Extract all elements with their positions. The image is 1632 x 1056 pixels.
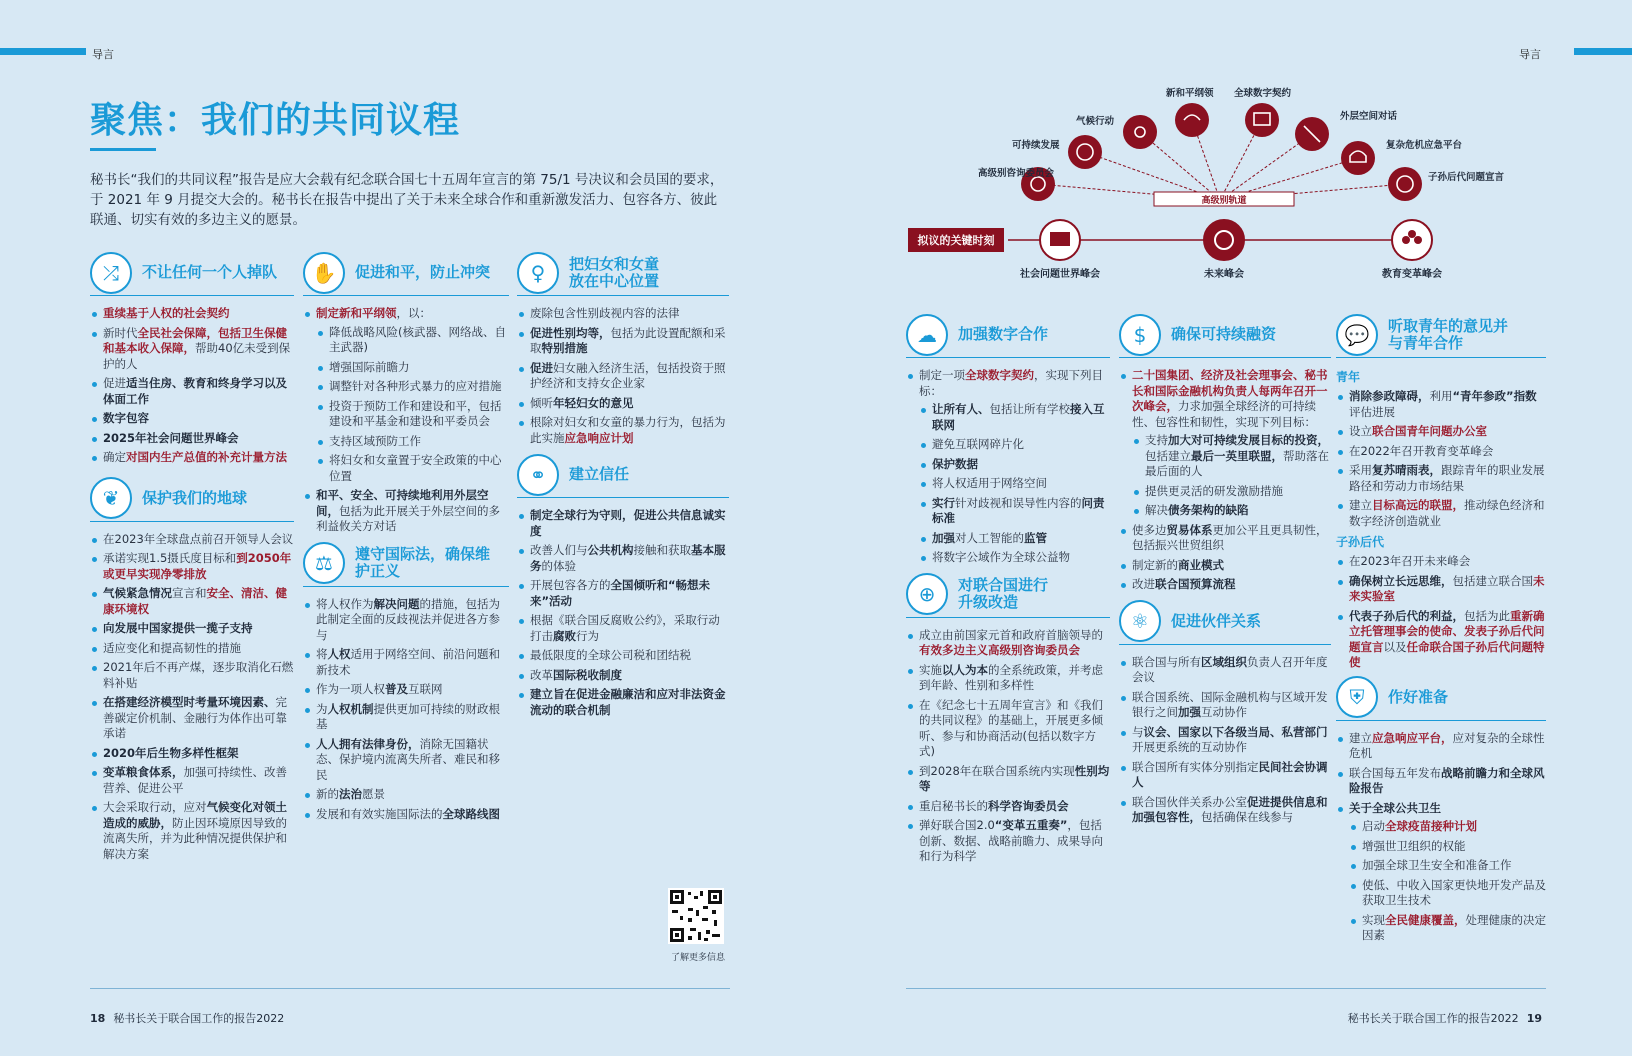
svg-text:未来峰会: 未来峰会	[1204, 269, 1244, 280]
footer-rule-left	[90, 988, 730, 989]
arc-label: 高级别咨询委员会	[978, 168, 1055, 179]
trust-icon: ⚭	[517, 454, 559, 496]
handshake-icon: ✋	[303, 252, 345, 294]
section-title: 听取青年的意见并与青年合作	[1388, 316, 1509, 352]
section-title: 促进和平，防止冲突	[355, 263, 491, 281]
page-number: 18	[90, 1012, 106, 1025]
section-title: 加强数字合作	[958, 325, 1049, 343]
arc-label: 外层空间对话	[1340, 111, 1398, 122]
section-header-law	[303, 541, 509, 587]
section-title: 保护我们的地球	[142, 488, 248, 507]
page-number: 19	[1526, 1012, 1542, 1025]
bullet-list: 建立应急响应平台，应对复杂的全球性危机 联合国每五年发布战略前瞻力和全球风险报告 关于全球公共卫生 启动全球疫苗接种计划 增强世卫组织的权能 加强全球卫生安全和准备工作 使低、中收入国家更快地开发产品及获取卫生技术 实现全民健康覆盖，处理健康的决定因素	[1336, 731, 1546, 944]
section-title: 遵守国际法，确保维护正义	[355, 545, 491, 580]
intro-paragraph: 秘书长“我们的共同议程”报告是应大会载有纪念联合国七十五周年宣言的第 75/1 号决议和会员国的要求，于 2021 年 9 月提交大会的。秘书长在报告中提出了关于未来全球合作和重新激发活力、包容各方、彼此联通、切实有效的多边主义的愿景。	[90, 172, 724, 228]
banknote-icon: $	[1119, 314, 1161, 356]
section-label-left: 导言	[92, 48, 114, 61]
column-2	[303, 250, 509, 826]
footer-left	[90, 1010, 284, 1026]
arc-label: 新和平纲领	[1166, 88, 1214, 99]
section-header-finance	[1119, 312, 1331, 358]
speech-bubble-icon: 💬	[1336, 314, 1378, 356]
footer-right	[1348, 1010, 1542, 1026]
bullet-list: 制定新和平纲领，以： 降低战略风险(核武器、网络战、自主武器) 增强国际前瞻力 调整针对各种形式暴力的应对措施 投资于预防工作和建设和平，包括建设和平基金和建设和平委员会 支持区域预防工作 将妇女和女童置于安全政策的中心位置 和平、安全、可持续地利用外层空间，包括为此开展关于外层空间的多利益攸关方对话	[303, 306, 509, 535]
section-header-preparedness	[1336, 675, 1546, 721]
title-underline	[90, 148, 156, 151]
section-title: 建立信任	[569, 465, 630, 483]
section-bar-right	[1574, 48, 1632, 55]
section-title: 促进伙伴关系	[1171, 611, 1262, 630]
arc-label: 全球数字契约	[1234, 88, 1292, 99]
key-moments-diagram	[900, 80, 1540, 290]
key-moments-label: 拟议的关键时刻	[917, 234, 995, 247]
qr-code[interactable]	[668, 888, 724, 944]
section-title: 对联合国进行升级改造	[958, 576, 1049, 611]
bullet-list: 制定一项全球数字契约，实现下列目标： 让所有人、包括让所有学校接入互联网 避免互联网碎片化 保护数据 将人权适用于网络空间 实行针对歧视和误导性内容的问责标准 加强对人工智能的监管 将数字公域作为全球公益物	[906, 368, 1110, 566]
summit-education	[1381, 220, 1442, 280]
scales-icon: ⚖	[303, 542, 345, 584]
column-5	[1119, 312, 1331, 830]
column-1	[90, 250, 294, 866]
woman-icon: ♀	[517, 252, 559, 294]
group-label-future: 子孙后代	[1336, 535, 1385, 549]
section-header-women	[517, 250, 729, 296]
network-icon: ⚛	[1119, 600, 1161, 642]
section-title: 把妇女和女童放在中心位置	[569, 254, 660, 290]
bullet-list: 制定全球行为守则，促进公共信息诚实度 改善人们与公共机构接触和获取基本服务的体验 开展包容各方的全国倾听和“畅想未来”活动 根据《联合国反腐败公约》，采取行动打击腐败行为 最低限度的全球公司税和团结税 改革国际税收制度 建立旨在促进金融廉洁和应对非法资金流动的联合机制	[517, 508, 729, 718]
section-header-leave-no-one	[90, 250, 294, 296]
bullet-list: 废除包含性别歧视内容的法律 促进性别均等，包括为此设置配额和采取特别措施 促进妇女融入经济生活，包括投资于照护经济和支持女企业家 倾听年轻妇女的意见 根除对妇女和女童的暴力行为，包括为此实施应急响应计划	[517, 306, 729, 446]
arc-label: 复杂危机应急平台	[1386, 140, 1463, 151]
section-title: 确保可持续融资	[1171, 325, 1277, 343]
section-title: 作好准备	[1388, 687, 1449, 706]
section-title: 不让任何一个人掉队	[142, 263, 278, 281]
leaf-icon: ❦	[90, 477, 132, 519]
bullet-list: 消除参政障碍，利用“青年参政”指数评估进展 设立联合国青年问题办公室 在2022年召开教育变革峰会 采用复苏晴雨表，跟踪青年的职业发展路径和劳动力市场结果 建立目标高远的联盟，推动绿色经济和数字经济创造就业	[1336, 389, 1546, 529]
column-4	[906, 312, 1110, 869]
summit-social	[1019, 220, 1100, 280]
track-label: 高级别轨道	[1201, 196, 1247, 206]
bullet-list: 联合国与所有区域组织负责人召开年度会议 联合国系统、国际金融机构与区域开发银行之间加强互动协作 与议会、国家以下各级当局、私营部门开展更系统的互动协作 联合国所有实体分别指定民间社会协调人 联合国伙伴关系办公室促进提供信息和加强包容性，包括确保在线参与	[1119, 655, 1331, 826]
qr-caption: 了解更多信息	[670, 953, 725, 963]
section-bar-left	[0, 48, 86, 55]
bullet-list: 成立由前国家元首和政府首脑领导的有效多边主义高级别咨询委员会 实施以人为本的全系统政策，并考虑到年龄、性别和多样性 在《纪念七十五周年宣言》和《我们的共同议程》的基础上，开展更多倾听、参与和协商活动(包括以数字方式) 到2028年在联合国系统内实现性别均等 重启秘书长的科学咨询委员会 弹好联合国2.0“变革五重奏”，包括创新、数据、战略前瞻力、成果导向和行为科学	[906, 628, 1110, 865]
column-6	[1336, 312, 1546, 948]
section-header-planet	[90, 476, 294, 522]
section-header-partnership	[1119, 599, 1331, 645]
bullet-list: 在2023年全球盘点前召开领导人会议 承诺实现1.5摄氏度目标和到2050年或更早实现净零排放 气候紧急情况宣言和安全、清洁、健康环境权 向发展中国家提供一揽子支持 适应变化和提高韧性的措施 2021年后不再产煤，逐步取消化石燃料补贴 在搭建经济模型时考量环境因素、完善碳定价机制、金融行为体作出可靠承诺 2020年后生物多样性框架 变革粮食体系，加强可持续性、改善营养、促进公平 大会采取行动，应对气候变化对领土造成的威胁，防止因环境原因导致的流离失所，并为此种情况提供保护和解决方案	[90, 532, 294, 863]
arc-label: 气候行动	[1076, 116, 1115, 127]
cloud-network-icon: ☁	[906, 314, 948, 356]
un-emblem-icon: ⊕	[906, 573, 948, 615]
summit-future	[1204, 220, 1244, 280]
section-label-right: 导言	[1519, 48, 1541, 61]
shuffle-icon: ⤮	[90, 252, 132, 294]
column-3	[517, 250, 729, 722]
bullet-list: 重续基于人权的社会契约 新时代全民社会保障，包括卫生保健和基本收入保障，帮助40亿未受到保护的人 促进适当住房、教育和终身学习以及体面工作 数字包容 2025年社会问题世界峰会 确定对国内生产总值的补充计量方法	[90, 306, 294, 466]
arc-label: 子孙后代问题宣言	[1428, 172, 1505, 183]
svg-text:社会问题世界峰会: 社会问题世界峰会	[1020, 269, 1100, 280]
section-header-peace	[303, 250, 509, 296]
group-label-youth: 青年	[1336, 370, 1361, 384]
page-title: 聚焦：我们的共同议程	[90, 100, 461, 141]
section-header-digital	[906, 312, 1110, 358]
footer-text: 秘书长关于联合国工作的报告2022	[1347, 1012, 1519, 1025]
bullet-list: 在2023年召开未来峰会 确保树立长远思维，包括建立联合国未来实验室 代表子孙后代的利益，包括为此重新确立托管理事会的使命、发表子孙后代问题宣言以及任命联合国子孙后代问题特使	[1336, 554, 1546, 671]
shield-icon: ⛨	[1336, 676, 1378, 718]
arc-label: 可持续发展	[1012, 140, 1060, 151]
section-header-un-upgrade	[906, 572, 1110, 618]
footer-text: 秘书长关于联合国工作的报告2022	[113, 1012, 285, 1025]
section-header-youth	[1336, 312, 1546, 358]
bullet-list: 二十国集团、经济及社会理事会、秘书长和国际金融机构负责人每两年召开一次峰会，力求加强全球经济的可持续性、包容性和韧性，实现下列目标： 支持加大对可持续发展目标的投资，包括建立最后一英里联盟，帮助落在最后面的人 提供更灵活的研发激励措施 解决债务架构的缺陷 使多边贸易体系更加公平且更具韧性，包括振兴世贸组织 制定新的商业模式 改进联合国预算流程	[1119, 368, 1331, 593]
section-header-trust	[517, 452, 729, 498]
svg-text:教育变革峰会: 教育变革峰会	[1382, 269, 1442, 280]
footer-rule-right	[906, 988, 1546, 989]
bullet-list: 将人权作为解决问题的措施，包括为此制定全面的反歧视法并促进各方参与 将人权适用于网络空间、前沿问题和新技术 作为一项人权普及互联网 为人权机制提供更加可持续的财政根基 人人拥有法律身份，消除无国籍状态、保护境内流离失所者、难民和移民 新的法治愿景 发展和有效实施国际法的全球路线图	[303, 597, 509, 823]
